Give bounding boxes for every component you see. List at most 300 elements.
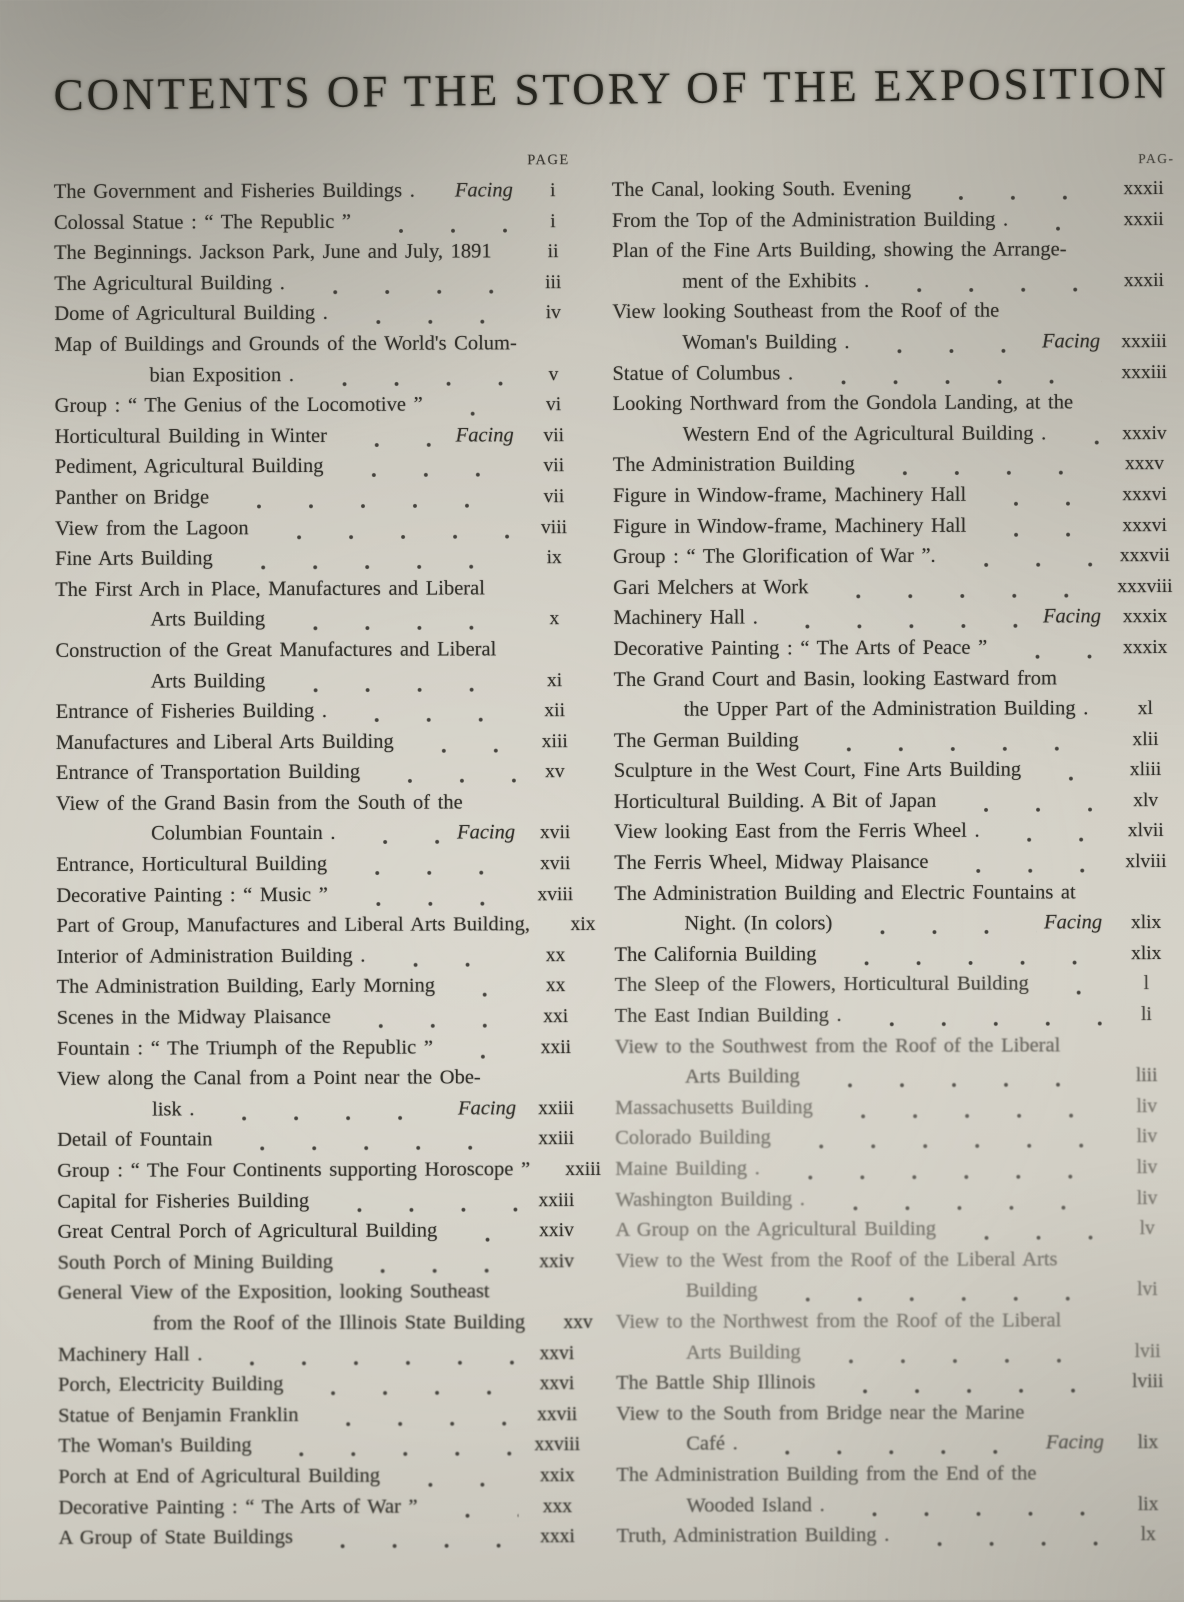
leader-dots: [394, 1460, 518, 1491]
toc-entry-text: Map of Buildings and Grounds of the World's Colum-: [54, 328, 517, 360]
page-number: xx: [525, 971, 587, 1002]
toc-entry-text: Washington Building .: [615, 1184, 805, 1215]
leader-dots: [227, 542, 515, 574]
page-column-header-left: PAGE: [54, 146, 584, 177]
facing-label: Facing: [1046, 1428, 1104, 1459]
page-number: xix: [552, 910, 614, 941]
toc-entry-text: Entrance, Horticultural Building: [56, 849, 327, 881]
page-number: xvii: [524, 818, 586, 849]
toc-row: [56, 909, 586, 941]
leader-dots: [1060, 418, 1101, 449]
toc-row: [56, 817, 586, 849]
page-number: xxvii: [526, 1400, 588, 1431]
toc-row: [613, 601, 1180, 634]
page-number: lv: [1112, 1214, 1182, 1245]
toc-entry-text: the Upper Part of the Administration Building .: [684, 693, 1089, 725]
toc-entry-text: bian Exposition .: [149, 360, 294, 391]
toc-entry-text: View to the South from Bridge near the Marine: [616, 1397, 1024, 1429]
toc-entry-text: Horticultural Building. A Bit of Japan: [614, 786, 936, 818]
page-number: xxxvi: [1110, 510, 1180, 541]
toc-entry-text: Statue of Benjamin Franklin: [58, 1400, 298, 1431]
toc-row: [612, 265, 1179, 298]
toc-row: [54, 297, 584, 329]
page-number: xxxvi: [1110, 480, 1180, 511]
toc-entry-text: Entrance of Transportation Building: [56, 757, 360, 789]
leader-dots: [341, 420, 448, 451]
toc-entry-text: The Administration Building, Early Morning: [57, 971, 436, 1003]
toc-row: [57, 970, 587, 1002]
page-number: xxxii: [1109, 266, 1179, 297]
toc-row: [58, 1429, 588, 1461]
leader-dots: [307, 1521, 519, 1552]
leader-dots: [774, 1152, 1104, 1184]
toc-row: [54, 175, 584, 207]
toc-row: [612, 204, 1179, 237]
toc-entry-text: Maine Building .: [615, 1153, 760, 1184]
leader-dots: [299, 267, 514, 298]
toc-row: [55, 512, 585, 544]
toc-entry-text: The East Indian Building .: [615, 1000, 842, 1031]
toc-row: [612, 357, 1179, 390]
toc-row: [58, 1246, 588, 1278]
leader-dots: [925, 173, 1101, 204]
toc-entry-text: Decorative Painting : “ The Arts of War ”: [58, 1491, 417, 1523]
toc-row: [57, 1123, 587, 1155]
leader-dots: [279, 604, 515, 635]
toc-row: [614, 724, 1181, 757]
page-number: i: [522, 207, 584, 238]
page-number: lviii: [1113, 1367, 1183, 1398]
page-number: xl: [1110, 694, 1180, 725]
toc-entry-text: Fine Arts Building: [55, 543, 213, 574]
leader-dots: [856, 999, 1104, 1030]
leader-dots: [772, 602, 1035, 634]
leader-dots: [1022, 204, 1101, 235]
toc-entry-text: Plan of the Fine Arts Building, showing the Arrange-: [612, 235, 1067, 267]
toc-entry-text: Machinery Hall .: [58, 1339, 203, 1370]
page-number: xxxiii: [1109, 327, 1179, 358]
toc-entry-text: Arts Building: [685, 1061, 800, 1092]
toc-entry-text: Figure in Window-frame, Machinery Hall: [613, 510, 966, 542]
toc-row: [59, 1521, 589, 1553]
leader-dots: [1090, 877, 1103, 908]
leader-dots: [839, 1489, 1106, 1521]
toc-row: [56, 940, 586, 972]
leader-dots: [813, 724, 1103, 756]
toc-entry-text: Fountain : “ The Triumph of the Republic ”: [57, 1032, 433, 1064]
leader-dots: [829, 1366, 1104, 1398]
toc-row: [55, 573, 585, 605]
toc-entry-text: Great Central Porch of Agricultural Building: [57, 1216, 437, 1248]
toc-entry-text: Woman's Building .: [682, 327, 849, 358]
page-number: viii: [523, 513, 585, 544]
toc-row: [54, 328, 584, 360]
toc-entry-text: Gari Melchers at Work: [613, 572, 808, 603]
facing-label: Facing: [456, 420, 514, 451]
page-number: lvi: [1112, 1275, 1182, 1306]
leader-dots: [226, 1124, 517, 1156]
toc-entry-text: The Agricultural Building .: [54, 268, 285, 299]
toc-entry-text: Western End of the Agricultural Building .: [683, 418, 1047, 450]
leader-dots: [342, 879, 517, 910]
toc-row: [616, 1305, 1183, 1338]
leader-dots: [297, 1368, 518, 1399]
toc-row: [616, 1458, 1183, 1491]
leader-dots: [1071, 1244, 1104, 1275]
toc-row: [615, 999, 1182, 1032]
page-number: xlix: [1111, 908, 1181, 939]
toc-row: [58, 1491, 588, 1523]
toc-row: [58, 1307, 588, 1339]
leader-dots: [347, 1246, 518, 1277]
leader-dots: [437, 389, 515, 420]
leader-dots: [846, 908, 1036, 939]
toc-row: [58, 1276, 588, 1308]
toc-entry-text: from the Roof of the Illinois State Building: [153, 1307, 525, 1339]
page-number: xxiv: [526, 1247, 588, 1278]
toc-rows-right: [612, 173, 1183, 1552]
toc-entry-text: The Woman's Building: [58, 1431, 252, 1462]
page-number: xxxiii: [1109, 358, 1179, 389]
leader-dots: [477, 787, 516, 818]
toc-row: [613, 540, 1180, 573]
page-column-header-right: PAG-: [612, 144, 1179, 175]
page-number: xxix: [526, 1461, 588, 1492]
toc-entry-text: Massachusetts Building: [615, 1092, 813, 1123]
leader-dots: [1075, 1305, 1104, 1336]
page-number: xxiii: [525, 1124, 587, 1155]
page-number: xxxiv: [1109, 419, 1179, 450]
page-number: vii: [523, 451, 585, 482]
page-number: xxxvii: [1110, 541, 1180, 572]
toc-rows-left: [54, 175, 589, 1554]
toc-row: [56, 756, 586, 788]
toc-column-left: [54, 146, 589, 1554]
toc-row: [56, 695, 586, 727]
facing-label: Facing: [458, 1093, 516, 1124]
toc-entry-text: View to the Southwest from the Roof of the Liberal: [615, 1030, 1061, 1062]
toc-entry-text: Decorative Painting : “ Music ”: [56, 880, 328, 912]
leader-dots: [950, 785, 1103, 816]
toc-row: [616, 1244, 1183, 1277]
toc-entry-text: Arts Building: [686, 1337, 801, 1368]
toc-row: [615, 1183, 1182, 1216]
leader-dots: [312, 1399, 518, 1430]
toc-entry-text: Porch at End of Agricultural Building: [58, 1461, 380, 1493]
toc-entry-text: Decorative Painting : “ The Arts of Peace ”: [613, 633, 987, 665]
facing-label: Facing: [1042, 326, 1100, 357]
toc-entry-text: Truth, Administration Building .: [617, 1520, 890, 1552]
toc-entry-text: ment of the Exhibits .: [682, 266, 869, 297]
toc-entry-text: Machinery Hall .: [613, 603, 758, 634]
leader-dots: [429, 176, 447, 207]
toc-row: [612, 295, 1179, 328]
page-number: vii: [523, 482, 585, 513]
toc-row: [614, 815, 1181, 848]
toc-row: [54, 267, 584, 299]
toc-entry-text: The Government and Fisheries Buildings .: [54, 176, 415, 208]
page-number: xviii: [524, 880, 586, 911]
facing-label: Facing: [1043, 602, 1101, 633]
page-number: xxiii: [552, 1155, 614, 1186]
toc-row: [614, 662, 1181, 695]
leader-dots: [308, 359, 515, 390]
toc-column-right: [612, 144, 1184, 1552]
page-number: xlvii: [1111, 816, 1181, 847]
leader-dots: [337, 451, 514, 482]
toc-entry-text: A Group of State Buildings: [59, 1522, 293, 1553]
toc-entry-text: View looking Southeast from the Roof of the: [612, 296, 999, 328]
toc-row: [55, 420, 585, 452]
page-number: lix: [1113, 1428, 1183, 1459]
toc-row: [617, 1519, 1184, 1552]
toc-row: [615, 1060, 1182, 1093]
toc-row: [612, 326, 1179, 359]
toc-row: [54, 359, 584, 391]
page-number: liv: [1112, 1122, 1182, 1153]
toc-row: [58, 1368, 588, 1400]
toc-entry-text: View to the Northwest from the Roof of the Liberal: [616, 1305, 1062, 1337]
toc-entry-text: Entrance of Fisheries Building .: [56, 696, 327, 728]
toc-entry-text: The German Building: [614, 725, 799, 756]
toc-entry-text: Looking Northward from the Gondola Landing, at the: [613, 387, 1074, 419]
toc-entry-text: View looking East from the Ferris Wheel .: [614, 816, 980, 848]
leader-dots: [807, 357, 1101, 389]
toc-entry-text: General View of the Exposition, looking Southeast: [58, 1277, 490, 1309]
toc-row: [614, 693, 1181, 726]
toc-row: [57, 1215, 587, 1247]
page-number: ii: [522, 237, 584, 268]
toc-row: [56, 787, 586, 819]
leader-dots: [994, 816, 1103, 847]
page-number: liii: [1112, 1061, 1182, 1092]
leader-dots: [815, 1336, 1105, 1368]
page-number: xxvi: [526, 1339, 588, 1370]
page-number: xlii: [1110, 725, 1180, 756]
leader-dots: [942, 846, 1103, 877]
leader-dots: [1038, 1397, 1105, 1428]
leader-dots: [341, 848, 516, 879]
leader-dots: [869, 449, 1102, 480]
toc-entry-text: Panther on Bridge: [55, 482, 209, 513]
leader-dots: [341, 695, 516, 726]
toc-entry-text: Night. (In colors): [684, 908, 832, 939]
leader-dots: [510, 634, 515, 665]
page-number: xxx: [526, 1492, 588, 1523]
leader-dots: [374, 757, 516, 788]
toc-entry-text: Scenes in the Midway Plaisance: [57, 1002, 331, 1034]
page-number: xiii: [524, 727, 586, 758]
toc-row: [54, 206, 584, 238]
toc-row: [613, 509, 1180, 542]
toc-entry-text: Part of Group, Manufactures and Liberal Arts Building,: [56, 909, 530, 941]
leader-dots: [814, 1060, 1104, 1092]
leader-dots: [1035, 754, 1103, 785]
toc-entry-text: View from the Lagoon: [55, 513, 249, 544]
toc-row: [55, 450, 585, 482]
page-number: xxiii: [525, 1094, 587, 1125]
toc-entry-text: The Beginnings. Jackson Park, June and July, 1891: [54, 237, 492, 269]
toc-entry-text: Sculpture in the West Court, Fine Arts Building: [614, 755, 1021, 787]
toc-row: [55, 634, 585, 666]
toc-row: [614, 938, 1181, 971]
toc-entry-text: Wooded Island .: [686, 1490, 824, 1521]
page-number: iv: [522, 298, 584, 329]
page-number: iii: [522, 268, 584, 299]
page-number: xx: [524, 941, 586, 972]
page-number: xxv: [547, 1308, 609, 1339]
page-number: xvii: [524, 849, 586, 880]
leader-dots: [345, 1001, 517, 1032]
leader-dots: [1050, 1458, 1105, 1489]
toc-row: [55, 389, 585, 421]
toc-row: [57, 1062, 587, 1094]
toc-row: [56, 848, 586, 880]
toc-entry-text: Figure in Window-frame, Machinery Hall: [613, 480, 966, 512]
leader-dots: [499, 573, 515, 604]
toc-row: [57, 1001, 587, 1033]
toc-entry-text: Dome of Agricultural Building .: [54, 298, 328, 330]
toc-row: [58, 1399, 588, 1431]
toc-entry-text: Pediment, Agricultural Building: [55, 451, 324, 483]
page-number: x: [523, 604, 585, 635]
leader-dots: [223, 481, 515, 513]
page-number: xxxv: [1109, 449, 1179, 480]
page-number: xlv: [1111, 786, 1181, 817]
toc-row: [616, 1427, 1183, 1460]
toc-row: [58, 1460, 588, 1492]
toc-row: [614, 877, 1181, 910]
toc-entry-text: The California Building: [614, 939, 816, 970]
page-number: liv: [1112, 1092, 1182, 1123]
toc-entry-text: Statue of Columbus .: [612, 358, 793, 389]
toc-row: [613, 571, 1180, 604]
leader-dots: [379, 940, 516, 971]
leader-dots: [830, 938, 1103, 970]
toc-row: [613, 448, 1180, 481]
leader-dots: [504, 1277, 518, 1308]
toc-entry-text: The Canal, looking South. Evening: [612, 174, 911, 206]
toc-row: [54, 236, 584, 268]
page-number: xv: [524, 757, 586, 788]
toc-row: [616, 1366, 1183, 1399]
page-number: liv: [1112, 1184, 1182, 1215]
toc-entry-text: The Administration Building and Electric Fountains at: [614, 877, 1075, 909]
page-number: xxvi: [526, 1369, 588, 1400]
page-number: liv: [1112, 1153, 1182, 1184]
toc-entry-text: Colorado Building: [615, 1123, 771, 1154]
page-number: xxxix: [1110, 633, 1180, 664]
leader-dots: [432, 1491, 519, 1522]
toc-entry-text: Building: [686, 1276, 758, 1307]
toc-entry-text: Columbian Fountain .: [151, 818, 335, 849]
toc-row: [56, 665, 586, 697]
toc-entry-text: The Ferris Wheel, Midway Plaisance: [614, 847, 928, 879]
page-number: xxxi: [527, 1522, 589, 1553]
toc-entry-text: The Administration Building: [613, 449, 855, 480]
toc-row: [613, 418, 1180, 451]
page-number: li: [1111, 1000, 1181, 1031]
toc-row: [615, 1152, 1182, 1185]
toc-row: [613, 632, 1180, 665]
toc-entry-text: Detail of Fountain: [57, 1125, 212, 1156]
leader-dots: [216, 1338, 518, 1370]
leader-dots: [495, 1062, 517, 1093]
toc-row: [614, 754, 1181, 787]
leader-dots: [827, 1091, 1104, 1123]
leader-dots: [785, 1122, 1104, 1154]
toc-entry-text: Group : “ The Glorification of War ”.: [613, 541, 936, 573]
leader-dots: [1080, 234, 1100, 265]
page-number: xii: [524, 696, 586, 727]
toc-row: [615, 1091, 1182, 1124]
toc-entry-text: The First Arch in Place, Manufactures and Liberal: [55, 573, 485, 605]
leader-dots: [342, 298, 514, 329]
facing-label: Facing: [457, 818, 515, 849]
toc-row: [57, 1093, 587, 1125]
toc-entry-text: View along the Canal from a Point near the Obe-: [57, 1063, 481, 1095]
leader-dots: [863, 326, 1034, 357]
leader-dots: [408, 726, 516, 757]
page-number: v: [522, 360, 584, 391]
toc-entry-text: A Group on the Agricultural Building: [615, 1214, 936, 1246]
page-number: xlix: [1111, 939, 1181, 970]
toc-entry-text: Arts Building: [151, 666, 266, 697]
toc-entry-text: Capital for Fisheries Building: [57, 1186, 309, 1217]
leader-dots: [506, 236, 515, 267]
toc-row: [55, 542, 585, 574]
leader-dots: [451, 1215, 517, 1246]
toc-row: [614, 846, 1181, 879]
toc-row: [612, 173, 1179, 206]
toc-row: [613, 479, 1180, 512]
toc-row: [612, 234, 1179, 267]
toc-row: [56, 879, 586, 911]
leader-dots: [266, 1430, 519, 1461]
leader-dots: [449, 971, 517, 1002]
facing-label: Facing: [1044, 907, 1102, 938]
leader-dots: [1013, 296, 1101, 327]
leader-dots: [263, 512, 516, 543]
toc-entry-text: The Sleep of the Flowers, Horticultural Building: [615, 969, 1029, 1001]
page-number: xxiii: [525, 1186, 587, 1217]
leader-dots: [903, 1519, 1105, 1550]
page-number: vi: [523, 390, 585, 421]
leader-dots: [950, 1213, 1104, 1244]
toc-row: [56, 726, 586, 758]
leader-dots: [1074, 1030, 1103, 1061]
page-number: lx: [1113, 1520, 1183, 1551]
toc-row: [614, 785, 1181, 818]
toc-entry-text: The Administration Building from the End of the: [616, 1458, 1036, 1490]
toc-entry-text: Group : “ The Four Continents supporting Horoscope ”: [57, 1154, 530, 1186]
toc-entry-text: View to the West from the Roof of the Liberal Arts: [616, 1244, 1058, 1276]
leader-dots: [447, 1032, 517, 1063]
leader-dots: [883, 265, 1101, 296]
page-number: xlviii: [1111, 847, 1181, 878]
page-number: xxi: [525, 1002, 587, 1033]
leader-dots: [1043, 969, 1104, 1000]
page-number: xxxviii: [1110, 572, 1180, 603]
page-number: xxxix: [1110, 602, 1180, 633]
page-number: vii: [523, 421, 585, 452]
toc-entry-text: South Porch of Mining Building: [58, 1247, 333, 1279]
toc-row: [55, 603, 585, 635]
toc-row: [615, 1030, 1182, 1063]
contents-columns: [54, 144, 1113, 1553]
toc-row: [613, 387, 1180, 420]
leader-dots: [208, 1093, 450, 1124]
